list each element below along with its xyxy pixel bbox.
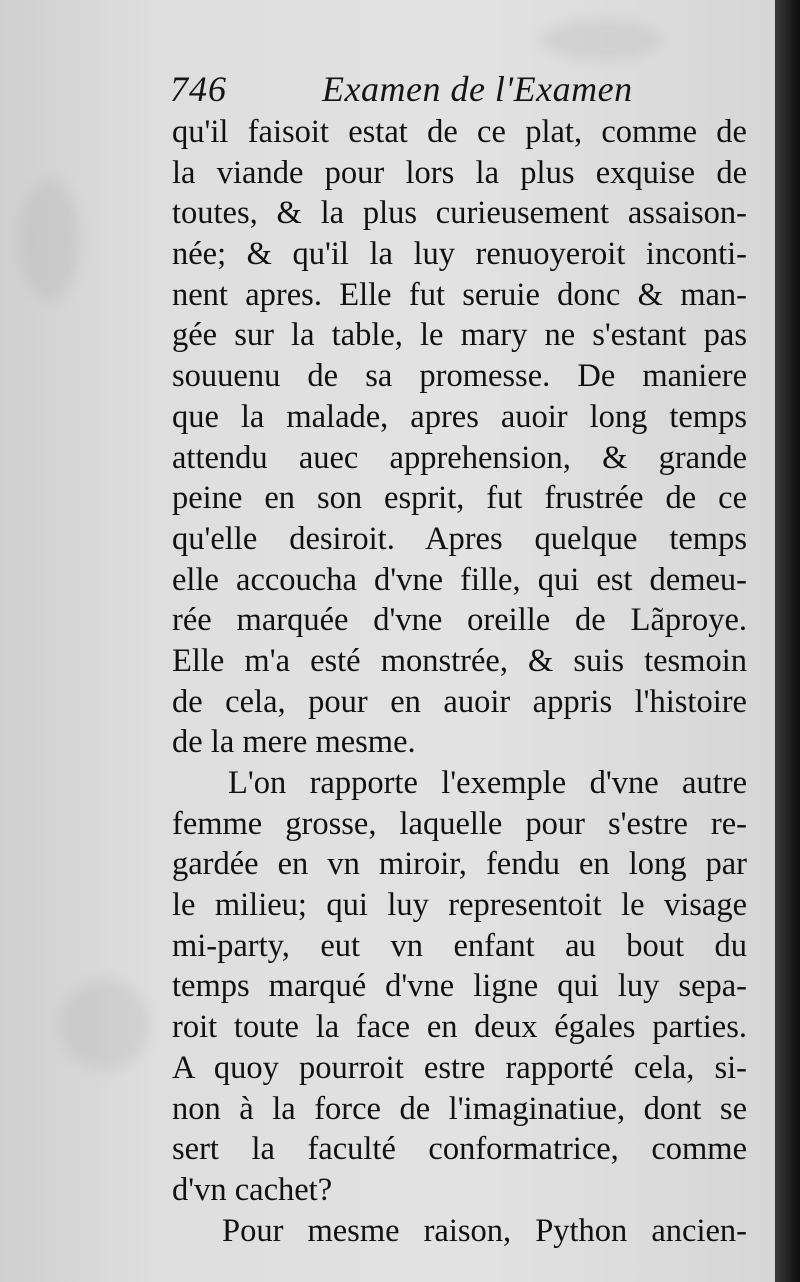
text-line: la viande pour lors la plus exquise de	[172, 154, 747, 191]
text-line: souuenu de sa promesse. De maniere	[172, 358, 747, 395]
text-line: gardée en vn miroir, fendu en long par	[172, 846, 747, 883]
text-line: qu'il faisoit estat de ce plat, comme de	[172, 114, 747, 150]
scan-edge-shadow	[775, 0, 800, 1282]
text-line: elle accoucha d'vne fille, qui est demeu-	[172, 561, 747, 598]
text-line: née; & qu'il la luy renuoyeroit inconti-	[172, 236, 747, 273]
page-header	[170, 68, 730, 118]
text-line: gée sur la table, le mary ne s'estant pas	[172, 317, 747, 354]
text-line: mi-party, eut vn enfant au bout du	[172, 927, 747, 964]
paper-stain	[20, 180, 80, 300]
body-text	[172, 112, 747, 1251]
text-line: le milieu; qui luy representoit le visage	[172, 887, 747, 924]
text-line: d'vn cachet?	[172, 1171, 333, 1208]
text-line: sert la faculté conformatrice, comme	[172, 1131, 747, 1168]
text-line: attendu auec apprehension, & grande	[172, 439, 747, 476]
text-line: roit toute la face en deux égales parties.	[172, 1009, 747, 1046]
text-line: non à la force de l'imaginatiue, dont se	[172, 1090, 747, 1127]
text-line: qu'elle desiroit. Apres quelque temps	[172, 520, 747, 557]
paragraph-start-line: Pour mesme raison, Python ancien-	[222, 1212, 747, 1249]
paragraph-start-line: L'on rapporte l'exemple d'vne autre	[228, 765, 747, 801]
text-line: peine en son esprit, fut frustrée de ce	[172, 480, 747, 517]
text-line: toutes, & la plus curieusement assaison-	[172, 195, 747, 232]
running-head: Examen de l'Examen	[322, 69, 633, 109]
text-line: de cela, pour en auoir appris l'histoire	[172, 683, 747, 720]
text-line: temps marqué d'vne ligne qui luy sepa-	[172, 968, 747, 1005]
text-line: de la mere mesme.	[172, 724, 416, 761]
paper-stain	[60, 980, 150, 1070]
paper-stain	[540, 20, 660, 60]
text-line: rée marquée d'vne oreille de Lãproye.	[172, 602, 747, 639]
text-line: que la malade, apres auoir long temps	[172, 398, 747, 435]
text-line: A quoy pourroit estre rapporté cela, si-	[172, 1049, 747, 1086]
text-line: Elle m'a esté monstrée, & suis tesmoin	[172, 642, 747, 679]
text-line: femme grosse, laquelle pour s'estre re-	[172, 805, 747, 842]
page-number: 746	[170, 69, 227, 109]
text-line: nent apres. Elle fut seruie donc & man-	[172, 276, 747, 313]
